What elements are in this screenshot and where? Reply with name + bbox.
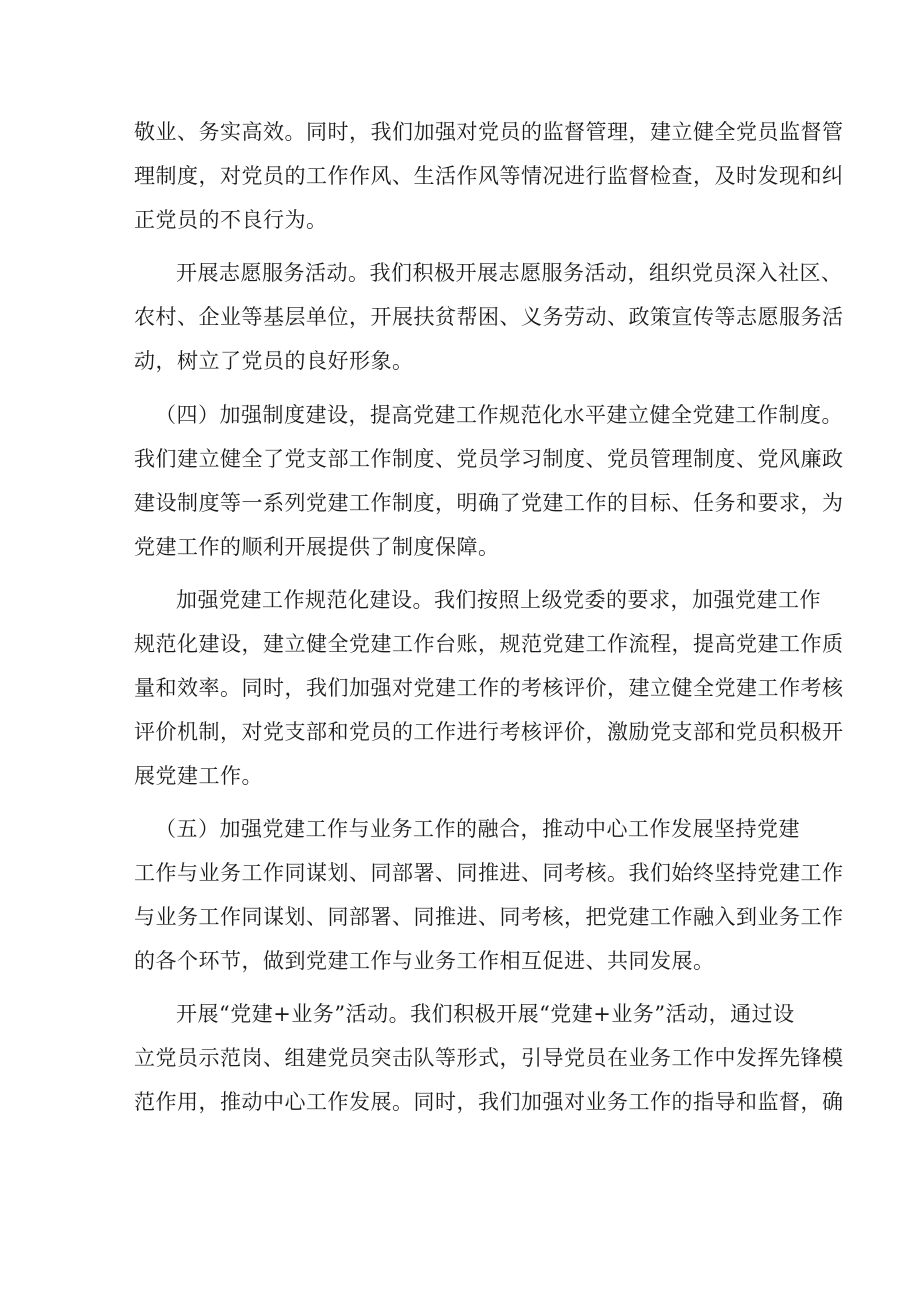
text-line: 评价机制，对党支部和党员的工作进行考核评价，激励党支部和党员积极开 bbox=[134, 720, 844, 744]
text-line: 正党员的不良行为。 bbox=[134, 208, 328, 232]
text-line: 范作用，推动中心工作发展。同时，我们加强对业务工作的指导和监督，确 bbox=[134, 1090, 844, 1114]
text-line: 与业务工作同谋划、同部署、同推进、同考核，把党建工作融入到业务工作 bbox=[134, 905, 844, 929]
text-line: 党建工作的顺利开展提供了制度保障。 bbox=[134, 535, 500, 559]
text-line: 工作与业务工作同谋划、同部署、同推进、同考核。我们始终坚持党建工作 bbox=[134, 861, 844, 885]
text-line: 规范化建设，建立健全党建工作台账，规范党建工作流程，提高党建工作质 bbox=[134, 632, 844, 656]
text-line: 我们建立健全了党支部工作制度、党员学习制度、党员管理制度、党风廉政 bbox=[134, 447, 844, 471]
section-heading-line: （五）加强党建工作与业务工作的融合，推动中心工作发展坚持党建 bbox=[155, 817, 800, 841]
paragraph-first-line: 开展“党建+业务”活动。我们积极开展“党建+业务”活动，通过设 bbox=[176, 1002, 795, 1026]
section-heading-line: （四）加强制度建设，提高党建工作规范化水平建立健全党建工作制度。 bbox=[155, 403, 843, 427]
text-line: 的各个环节，做到党建工作与业务工作相互促进、共同发展。 bbox=[134, 949, 715, 973]
text-line: 量和效率。同时，我们加强对党建工作的考核评价，建立健全党建工作考核 bbox=[134, 676, 844, 700]
text-line: 农村、企业等基层单位，开展扶贫帮困、义务劳动、政策宣传等志愿服务活 bbox=[134, 305, 844, 329]
text-line: 建设制度等一系列党建工作制度，明确了党建工作的目标、任务和要求，为 bbox=[134, 491, 844, 515]
paragraph-first-line: 加强党建工作规范化建设。我们按照上级党委的要求，加强党建工作 bbox=[176, 588, 821, 612]
text-line: 动，树立了党员的良好形象。 bbox=[134, 349, 414, 373]
paragraph-first-line: 开展志愿服务活动。我们积极开展志愿服务活动，组织党员深入社区、 bbox=[176, 261, 843, 285]
text-line: 理制度，对党员的工作作风、生活作风等情况进行监督检查，及时发现和纠 bbox=[134, 164, 844, 188]
text-line: 立党员示范岗、组建党员突击队等形式，引导党员在业务工作中发挥先锋模 bbox=[134, 1046, 844, 1070]
text-line: 展党建工作。 bbox=[134, 764, 263, 788]
text-line: 敬业、务实高效。同时，我们加强对党员的监督管理，建立健全党员监督管 bbox=[134, 120, 844, 144]
